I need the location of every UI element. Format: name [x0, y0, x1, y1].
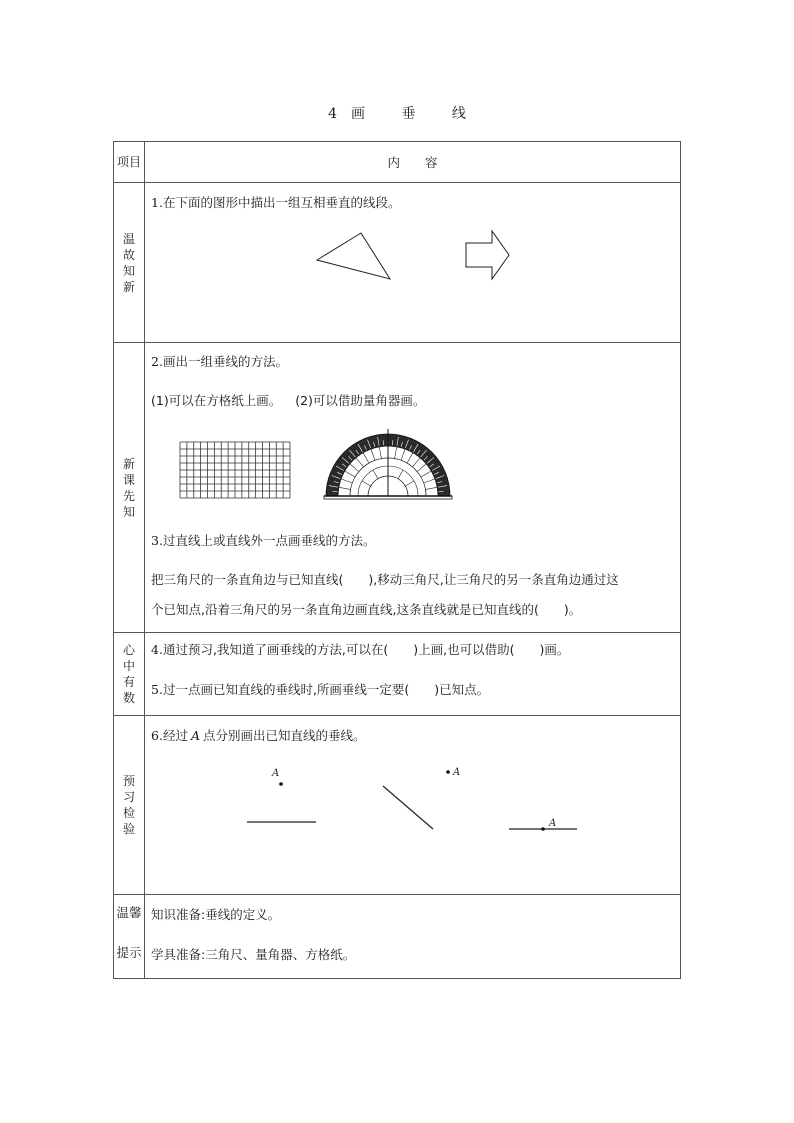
preview-label-text: 预习检验	[122, 774, 135, 836]
header-content	[145, 142, 681, 183]
tips-label-2: 提示	[116, 945, 142, 960]
q6-number: 6.	[151, 728, 163, 743]
triangle-figure[interactable]	[315, 232, 395, 282]
point-a-label-3: A	[549, 818, 557, 829]
mind-label	[114, 633, 145, 716]
question-1	[151, 193, 400, 211]
q3-line-2: 个已知点,沿着三角尺的另一条直角边画直线,这条直线就是已知直线的( )。	[151, 602, 582, 617]
header-project-text: 项目	[116, 155, 141, 169]
q3-number: 3.	[151, 533, 163, 548]
review-label	[114, 183, 145, 343]
perpendicular-exercise-1[interactable]	[245, 764, 320, 826]
perpendicular-exercise-3[interactable]	[507, 814, 582, 834]
question-6	[151, 726, 366, 744]
new-lesson-row	[114, 343, 681, 633]
perpendicular-exercise-2[interactable]	[381, 764, 471, 834]
q5-number: 5.	[151, 682, 163, 697]
review-row	[114, 183, 681, 343]
question-5	[151, 680, 489, 698]
tip-knowledge: 知识准备:垂线的定义。	[151, 907, 281, 922]
mind-content	[145, 633, 681, 716]
header-project	[114, 142, 145, 183]
tips-label-1: 温馨	[116, 905, 142, 920]
q4-number: 4.	[151, 642, 163, 657]
tips-row	[114, 895, 681, 979]
point-a-label-1: A	[272, 768, 280, 779]
lesson-title: 画 垂 线	[351, 106, 482, 122]
arrow-figure[interactable]	[465, 229, 513, 281]
lesson-number: 4	[328, 106, 337, 122]
q6-point-label: A	[190, 728, 200, 743]
q2-options	[151, 391, 425, 409]
q1-text: 在下面的图形中描出一组互相垂直的线段。	[162, 195, 401, 210]
q2-text: 画出一组垂线的方法。	[162, 354, 288, 369]
question-4	[151, 640, 569, 658]
protractor-figure	[324, 429, 454, 501]
tips-label	[114, 895, 145, 979]
preview-row	[114, 716, 681, 895]
new-lesson-label	[114, 343, 145, 633]
header-row	[114, 142, 681, 183]
q6-text-b: 点分别画出已知直线的垂线。	[202, 728, 366, 743]
review-content	[145, 183, 681, 343]
tip-tools: 学具准备:三角尺、量角器、方格纸。	[151, 947, 356, 962]
q5-text: 过一点画已知直线的垂线时,所画垂线一定要( )已知点。	[162, 682, 490, 697]
header-content-text: 内 容	[387, 155, 438, 170]
q4-text: 通过预习,我知道了画垂线的方法,可以在( )上画,也可以借助( )画。	[162, 642, 570, 657]
q2-option-protractor: (2)可以借助量角器画。	[295, 393, 426, 408]
question-2	[151, 352, 288, 370]
review-label-text: 温故知新	[122, 231, 135, 294]
page-title	[0, 103, 794, 123]
question-3	[151, 531, 375, 549]
mind-label-text: 心中有数	[122, 643, 135, 705]
grid-paper-figure	[179, 441, 291, 499]
worksheet-table	[113, 141, 681, 979]
q2-number: 2.	[151, 354, 163, 369]
q1-number: 1.	[151, 195, 163, 210]
preview-content	[145, 716, 681, 895]
preview-label	[114, 716, 145, 895]
mind-row	[114, 633, 681, 716]
q3-line-1: 把三角尺的一条直角边与已知直线( ),移动三角尺,让三角尺的另一条直角边通过这	[151, 572, 619, 587]
q3-text: 过直线上或直线外一点画垂线的方法。	[162, 533, 376, 548]
point-a-label-2: A	[453, 767, 461, 778]
q2-option-grid: (1)可以在方格纸上画。	[151, 393, 282, 408]
new-lesson-content	[145, 343, 681, 633]
tips-content	[145, 895, 681, 979]
new-lesson-label-text: 新课先知	[122, 456, 135, 519]
q6-text-a: 经过	[162, 728, 188, 743]
